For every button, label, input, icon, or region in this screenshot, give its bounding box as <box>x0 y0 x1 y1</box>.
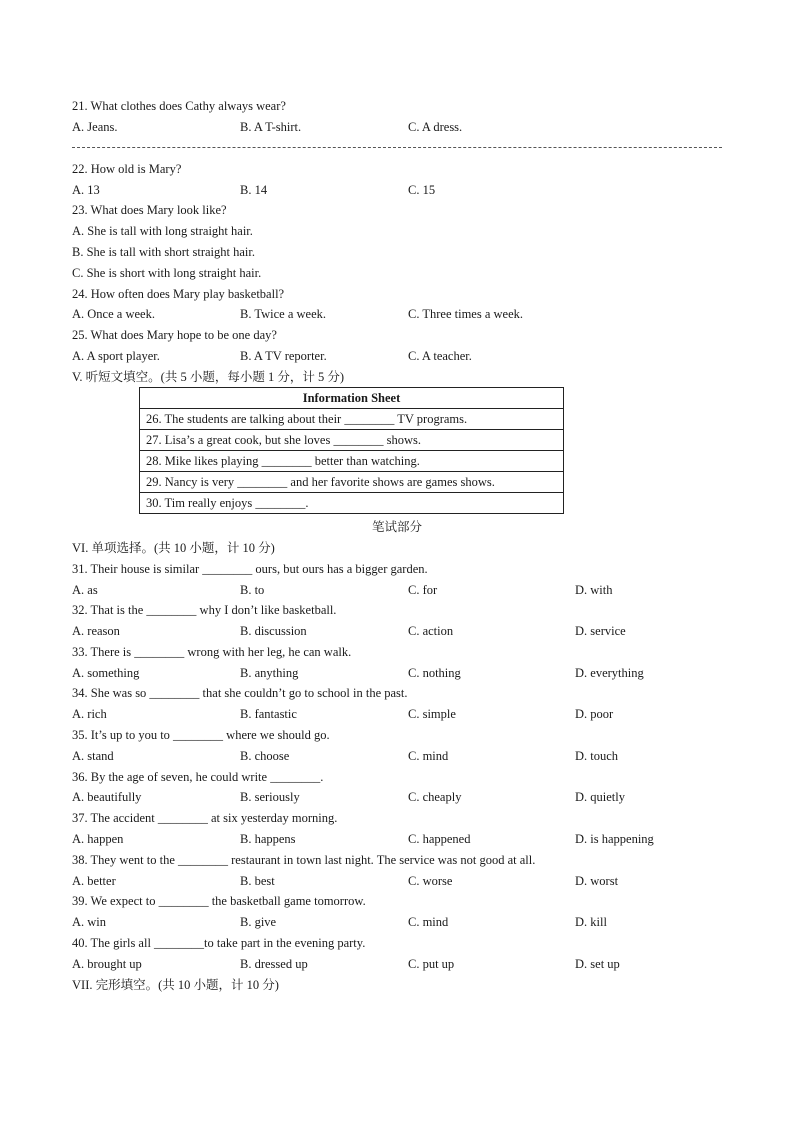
q34-option-d: D. poor <box>575 707 614 721</box>
information-sheet-table <box>139 387 564 514</box>
q24-option-c: C. Three times a week. <box>408 307 524 321</box>
section-6-heading: VI. 单项选择。(共 10 小题，计 10 分) <box>72 541 275 555</box>
question-40-stem: 40. The girls all ________to take part in the evening party. <box>72 936 366 950</box>
q22-option-a: A. 13 <box>72 183 100 197</box>
question-37-stem: 37. The accident ________ at six yesterday morning. <box>72 811 338 825</box>
q25-option-a: A. A sport player. <box>72 349 160 363</box>
written-part-heading: 笔试部分 <box>371 520 422 534</box>
q33-option-d: D. everything <box>575 666 644 680</box>
question-39-stem: 39. We expect to ________ the basketball game tomorrow. <box>72 894 366 908</box>
q35-option-d: D. touch <box>575 749 619 763</box>
q23-option-b: B. She is tall with short straight hair. <box>72 245 255 259</box>
q39-option-d: D. kill <box>575 915 607 929</box>
q32-option-c: C. action <box>408 624 454 638</box>
info-row-30: 30. Tim really enjoys ________. <box>140 493 564 514</box>
q36-option-d: D. quietly <box>575 790 625 804</box>
q32-option-d: D. service <box>575 624 626 638</box>
q37-option-a: A. happen <box>72 832 124 846</box>
information-sheet-title: Information Sheet <box>140 388 564 409</box>
question-21-stem: 21. What clothes does Cathy always wear? <box>72 99 286 113</box>
question-31-stem: 31. Their house is similar ________ ours, but ours has a bigger garden. <box>72 562 428 576</box>
q25-option-c: C. A teacher. <box>408 349 472 363</box>
section-5-heading: V. 听短文填空。(共 5 小题，每小题 1 分，计 5 分) <box>72 370 344 384</box>
q22-option-c: C. 15 <box>408 183 436 197</box>
q31-option-d: D. with <box>575 583 613 597</box>
question-33-stem: 33. There is ________ wrong with her leg, he can walk. <box>72 645 352 659</box>
info-row-29: 29. Nancy is very ________ and her favorite shows are games shows. <box>140 472 564 493</box>
q21-option-c: C. A dress. <box>408 120 463 134</box>
q33-option-c: C. nothing <box>408 666 461 680</box>
q24-option-a: A. Once a week. <box>72 307 155 321</box>
q38-option-d: D. worst <box>575 874 619 888</box>
q31-option-c: C. for <box>408 583 438 597</box>
info-row-26: 26. The students are talking about their ________ TV programs. <box>140 409 564 430</box>
question-36-stem: 36. By the age of seven, he could write ________. <box>72 770 324 784</box>
q23-option-c: C. She is short with long straight hair. <box>72 266 262 280</box>
q40-option-c: C. put up <box>408 957 455 971</box>
question-22-stem: 22. How old is Mary? <box>72 162 182 176</box>
q33-option-b: B. anything <box>240 666 299 680</box>
q38-option-a: A. better <box>72 874 116 888</box>
question-24-stem: 24. How often does Mary play basketball? <box>72 287 285 301</box>
q22-option-b: B. 14 <box>240 183 268 197</box>
q40-option-a: A. brought up <box>72 957 142 971</box>
q23-option-a: A. She is tall with long straight hair. <box>72 224 253 238</box>
section-7-heading: VII. 完形填空。(共 10 小题，计 10 分) <box>72 978 279 992</box>
q24-option-b: B. Twice a week. <box>240 307 327 321</box>
q35-option-a: A. stand <box>72 749 114 763</box>
q37-option-d: D. is happening <box>575 832 654 846</box>
q37-option-b: B. happens <box>240 832 296 846</box>
dashed-divider <box>72 147 722 148</box>
q37-option-c: C. happened <box>408 832 471 846</box>
q21-option-a: A. Jeans. <box>72 120 118 134</box>
q25-option-b: B. A TV reporter. <box>240 349 327 363</box>
question-38-stem: 38. They went to the ________ restaurant in town last night. The service was not good at all. <box>72 853 536 867</box>
q33-option-a: A. something <box>72 666 140 680</box>
info-row-28: 28. Mike likes playing ________ better than watching. <box>140 451 564 472</box>
question-34-stem: 34. She was so ________ that she couldn’t go to school in the past. <box>72 686 408 700</box>
q38-option-c: C. worse <box>408 874 453 888</box>
q38-option-b: B. best <box>240 874 275 888</box>
q34-option-a: A. rich <box>72 707 107 721</box>
q35-option-c: C. mind <box>408 749 449 763</box>
q40-option-b: B. dressed up <box>240 957 308 971</box>
q34-option-b: B. fantastic <box>240 707 297 721</box>
question-32-stem: 32. That is the ________ why I don’t like basketball. <box>72 603 337 617</box>
question-25-stem: 25. What does Mary hope to be one day? <box>72 328 277 342</box>
q36-option-b: B. seriously <box>240 790 300 804</box>
question-23-stem: 23. What does Mary look like? <box>72 203 227 217</box>
q32-option-a: A. reason <box>72 624 120 638</box>
q40-option-d: D. set up <box>575 957 620 971</box>
q31-option-b: B. to <box>240 583 265 597</box>
question-35-stem: 35. It’s up to you to ________ where we should go. <box>72 728 330 742</box>
q31-option-a: A. as <box>72 583 98 597</box>
info-row-27: 27. Lisa’s a great cook, but she loves ________ shows. <box>140 430 564 451</box>
q39-option-a: A. win <box>72 915 107 929</box>
q21-option-b: B. A T-shirt. <box>240 120 302 134</box>
q34-option-c: C. simple <box>408 707 456 721</box>
q32-option-b: B. discussion <box>240 624 307 638</box>
q35-option-b: B. choose <box>240 749 290 763</box>
q39-option-b: B. give <box>240 915 277 929</box>
q39-option-c: C. mind <box>408 915 449 929</box>
q36-option-c: C. cheaply <box>408 790 462 804</box>
q36-option-a: A. beautifully <box>72 790 142 804</box>
